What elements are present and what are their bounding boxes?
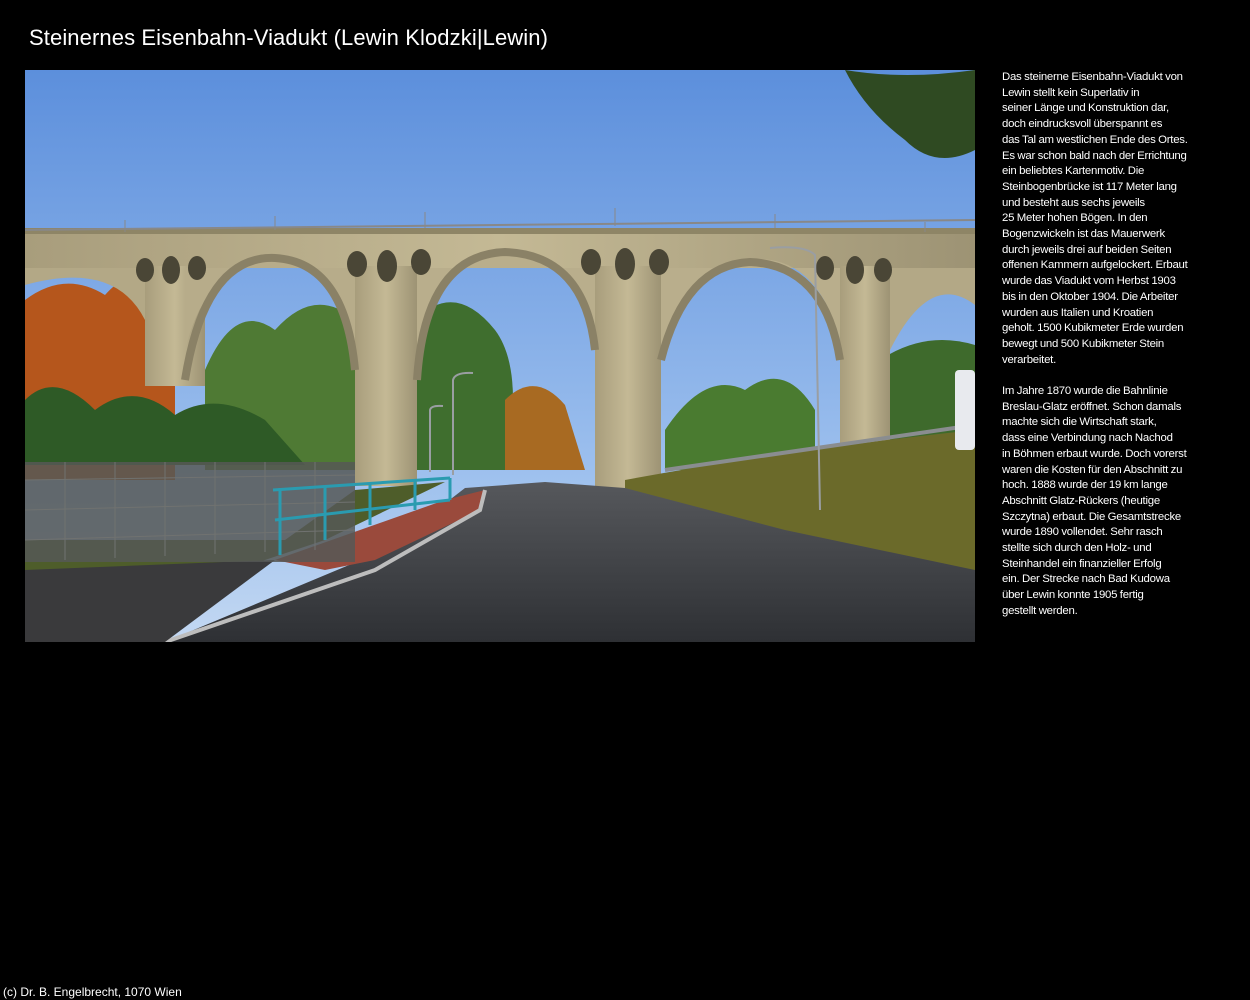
description-paragraph-2: Im Jahre 1870 wurde die Bahnlinie Breslau-Glatz eröffnet. Schon damals machte sich die Wirtschaft stark, dass eine Verbindung nach Nachod in Böhmen erbaut wurde. Doch vorerst waren die Kosten für den Abschnitt zu hoch. 1888 wurde der 19 km lange Abschnitt Glatz-Rückers (heutige Szczytna) erbaut. Die Gesamtstrecke wurde 1890 vollendet. Sehr rasch stellte sich durch den Holz- und Steinhandel ein finanzieller Erfolg ein. Der Strecke nach Bad Kudowa über Lewin konnte 1905 fertig gestellt werden. bbox=[1002, 385, 1187, 617]
copyright-notice: (c) Dr. B. Engelbrecht, 1070 Wien bbox=[3, 985, 182, 999]
description-paragraph-1: Das steinerne Eisenbahn-Viadukt von Lewin stellt kein Superlativ in seiner Länge und Konstruktion dar, doch eindrucksvoll überspannt es das Tal am westlichen Ende des Ortes. Es war schon bald nach der Errichtung ein beliebtes Kartenmotiv. Die Steinbogenbrücke ist 117 Meter lang und besteht aus sechs jeweils 25 Meter hohen Bögen. In den Bogenzwickeln ist das Mauerwerk durch jeweils drei auf beiden Seiten offenen Kammern aufgelockert. Erbaut wurde das Viadukt vom Herbst 1903 bis in den Oktober 1904. Die Arbeiter wurden aus Italien und Kroatien geholt. 1500 Kubikmeter Erde wurden bewegt und 500 Kubikmeter Stein verarbeitet. bbox=[1002, 71, 1188, 366]
page-title: Steinernes Eisenbahn-Viadukt (Lewin Klodzki|Lewin) bbox=[29, 25, 549, 50]
description-text bbox=[1002, 70, 1217, 620]
viaduct-illustration bbox=[25, 70, 975, 642]
viaduct-photo[interactable] bbox=[25, 70, 975, 642]
